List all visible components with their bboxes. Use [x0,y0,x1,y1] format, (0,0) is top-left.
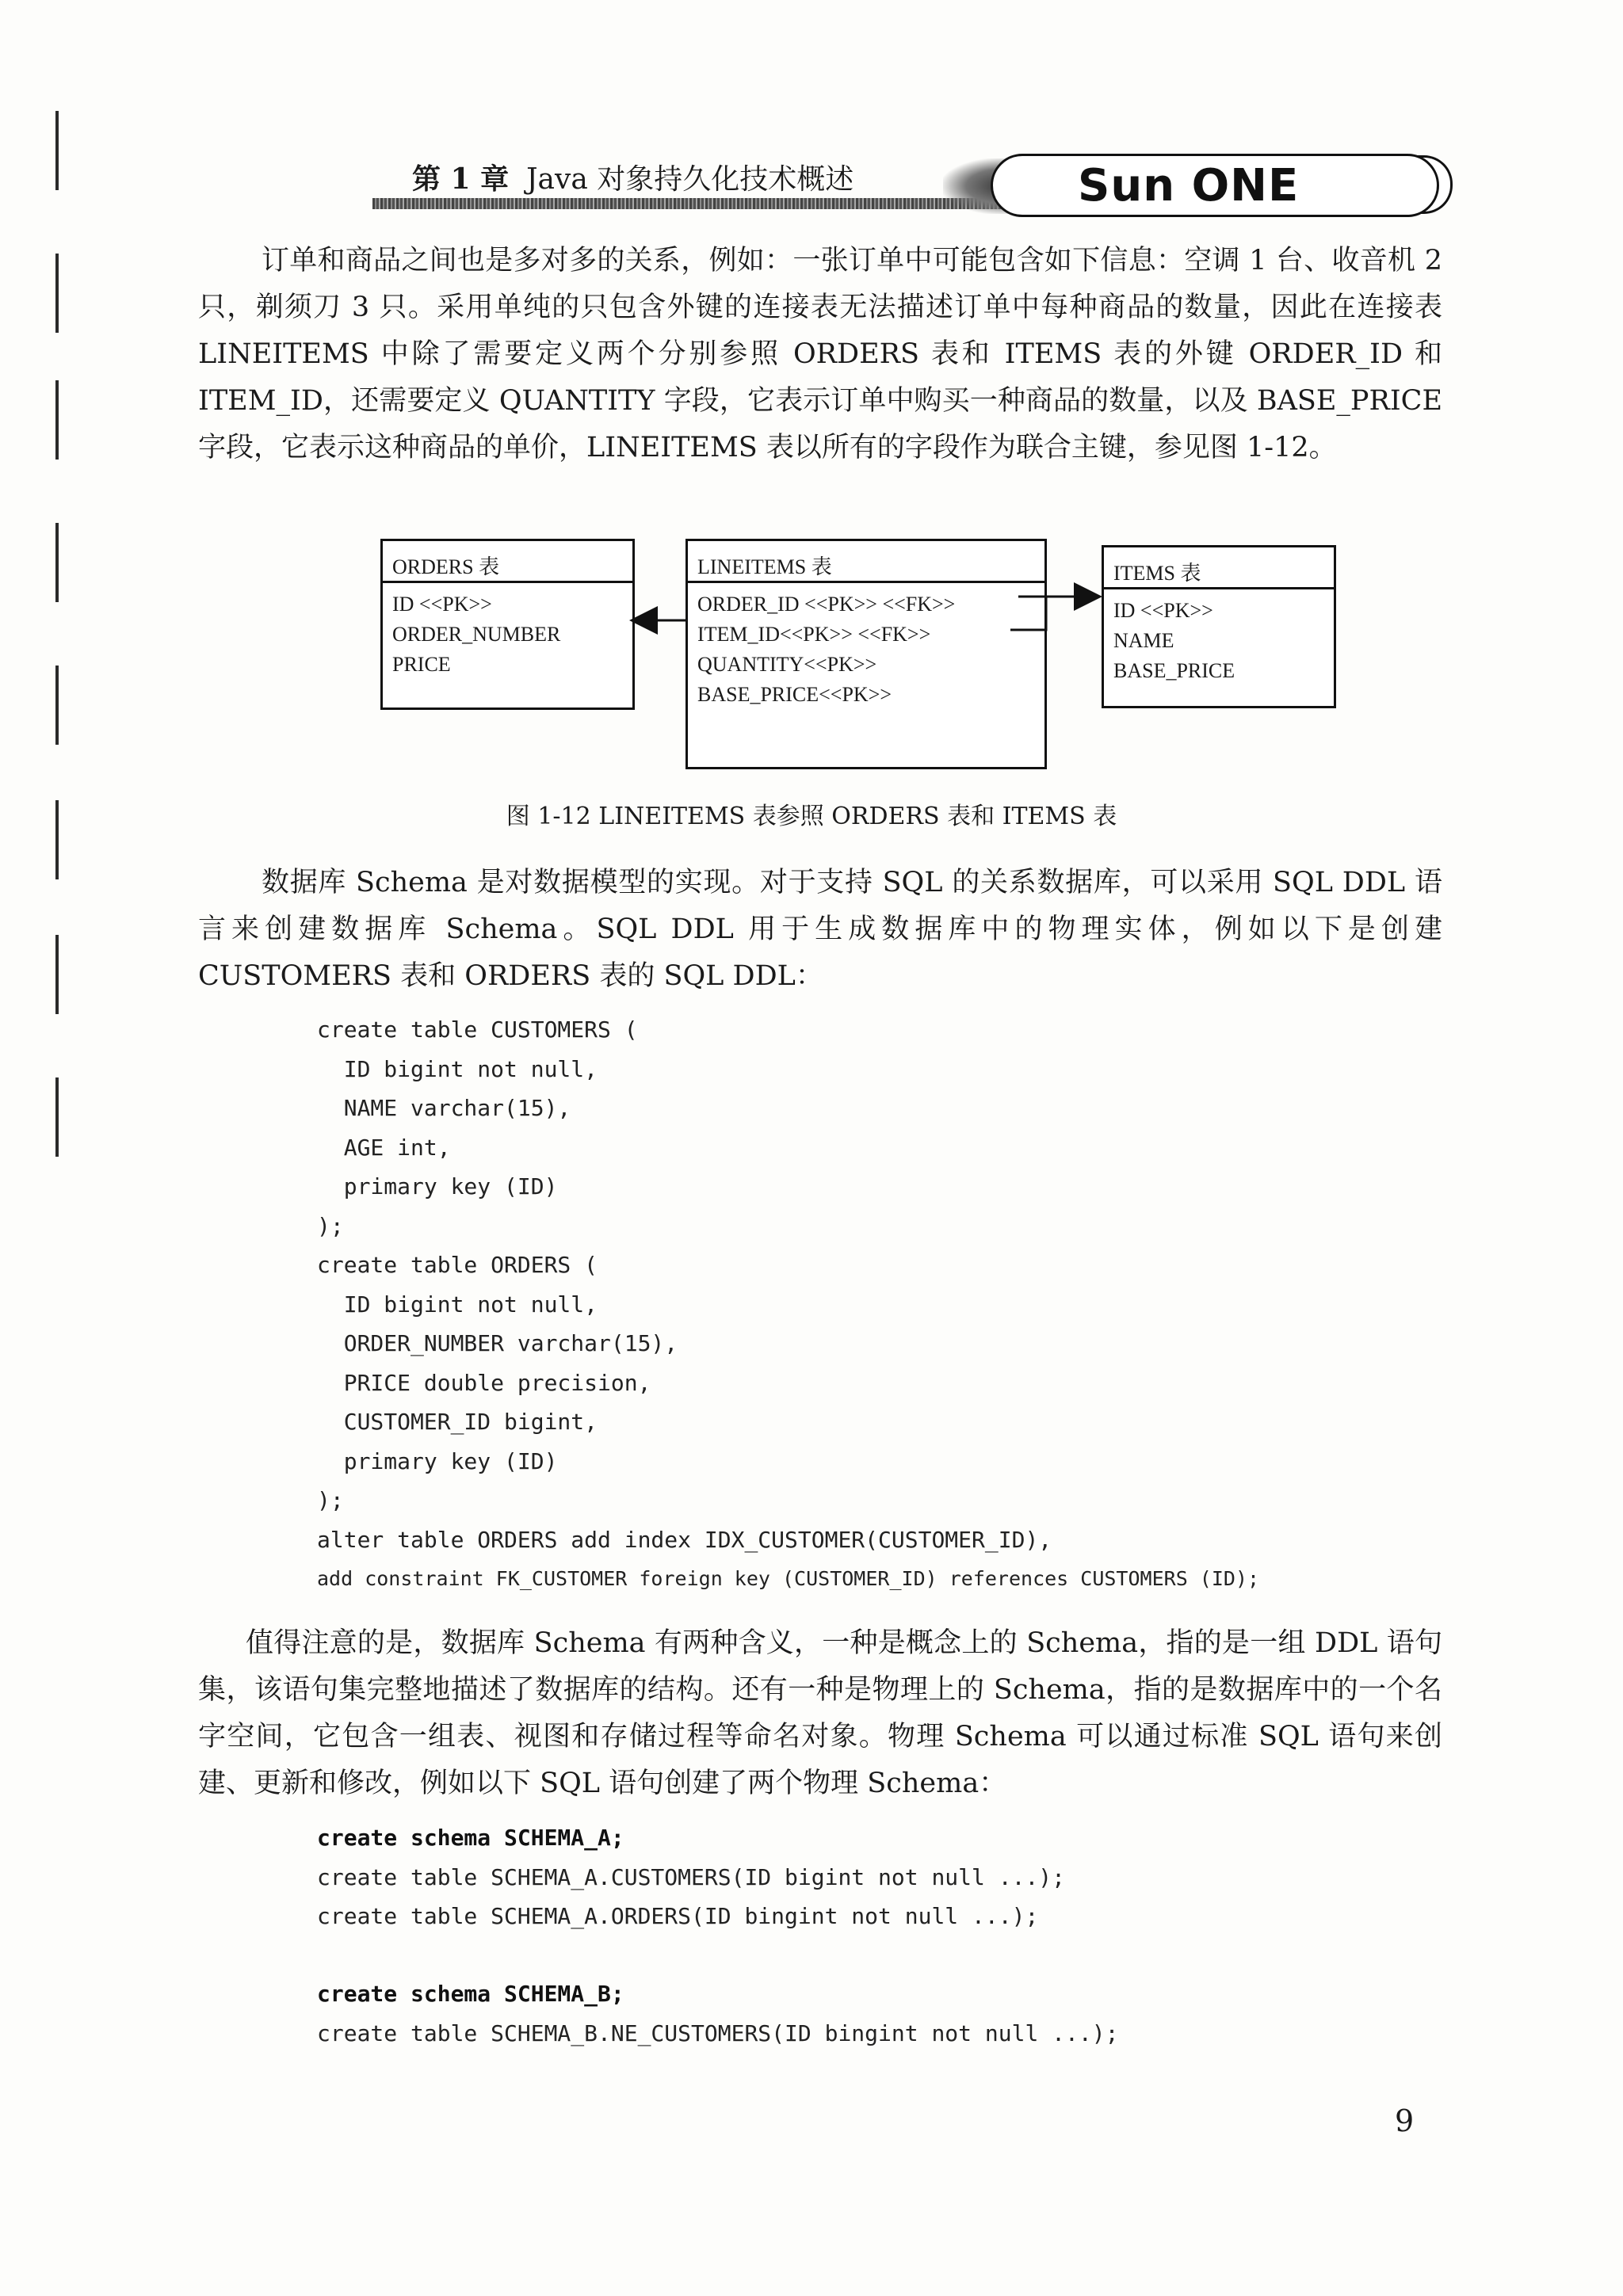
sun-one-logo: Sun ONE [1078,160,1300,212]
code-line: AGE int, [317,1134,451,1161]
margin-mark [55,111,59,190]
lineitems-table-title: LINEITEMS 表 [688,541,1044,583]
code-line: create table SCHEMA_A.ORDERS(ID bingint not null ...); [317,1903,1039,1929]
arrow-itemid-link [1010,597,1046,630]
code-line: create table ORDERS ( [317,1252,598,1278]
chapter-title: Java 对象持久化技术概述 [526,163,854,196]
items-field: NAME [1113,629,1174,652]
chapter-number: 第 1 章 [412,162,510,196]
margin-mark [55,254,59,333]
code-line: create schema SCHEMA_B; [317,1981,624,2007]
paragraph-1: 订单和商品之间也是多对多的关系，例如：一张订单中可能包含如下信息：空调 1 台、收音机 2 只，剃须刀 3 只。采用单纯的只包含外键的连接表无法描述订单中每种商品的数量，因此在连接表 LINEITEMS 中除了需要定义两个分别参照 ORDERS 表和 ITEMS 表的外键 ORDER_ID 和 ITEM_ID，还需要定义 QUANTITY 字段，它表示订单中购买一种商品的数量，以及 BASE_PRICE 字段，它表示这种商品的单价，LINEITEMS 表以所有的字段作为联合主键，参见图 1-12。 [198,245,1442,463]
lineitems-field: BASE_PRICE<<PK>> [697,683,892,706]
code-line: ID bigint not null, [317,1291,598,1318]
margin-mark [55,666,59,745]
page-number: 9 [1395,2103,1415,2138]
orders-field: ID <<PK>> [392,593,492,616]
relation-arrows [380,539,1379,776]
paragraph-3: 值得注意的是，数据库 Schema 有两种含义，一种是概念上的 Schema，指的是一组 DDL 语句集，该语句集完整地描述了数据库的结构。还有一种是物理上的 Schema，指的是数据库中的一个名字空间，它包含一组表、视图和存储过程等命名对象。物理 Schema 可以通过标准 SQL 语句来创建、更新和修改，例如以下 SQL 语句创建了两个物理 Schema： [198,1627,1442,1799]
orders-field: ORDER_NUMBER [392,623,561,646]
margin-mark [55,523,59,602]
code-line: create table SCHEMA_B.NE_CUSTOMERS(ID bingint not null ...); [317,2019,1119,2046]
code-line: ID bigint not null, [317,1055,598,1082]
code-line: primary key (ID) [317,1447,558,1474]
code-line: create table SCHEMA_A.CUSTOMERS(ID bigint not null ...); [317,1863,1066,1890]
code-line: primary key (ID) [317,1173,558,1199]
lineitems-field: ORDER_ID <<PK>> <<FK>> [697,593,956,616]
items-field: BASE_PRICE [1113,659,1235,682]
code-line: PRICE double precision, [317,1369,651,1396]
code-line: add constraint FK_CUSTOMER foreign key (CUSTOMER_ID) references CUSTOMERS (ID); [317,1567,1260,1590]
sql-ddl-code [317,1010,1259,1599]
margin-mark [55,1077,59,1157]
code-line: CUSTOMER_ID bigint, [317,1409,598,1435]
sql-schema-a-code [317,1818,1065,1936]
chapter-header [372,151,1458,222]
orders-table-title: ORDERS 表 [383,541,632,583]
sql-schema-b-code [317,1974,1118,2053]
code-line: NAME varchar(15), [317,1095,571,1121]
items-table-title: ITEMS 表 [1104,547,1334,589]
margin-mark [55,380,59,460]
paragraph-2: 数据库 Schema 是对数据模型的实现。对于支持 SQL 的关系数据库，可以采用 SQL DDL 语言来创建数据库 Schema。SQL DDL 用于生成数据库中的物理实体，例如以下是创建 CUSTOMERS 表和 ORDERS 表的 SQL DDL： [198,867,1442,992]
lineitems-field: ITEM_ID<<PK>> <<FK>> [697,623,931,646]
code-line: ); [317,1212,344,1239]
code-line: create table CUSTOMERS ( [317,1016,638,1043]
code-line: alter table ORDERS add index IDX_CUSTOMER(CUSTOMER_ID), [317,1526,1052,1553]
code-line: ORDER_NUMBER varchar(15), [317,1330,678,1356]
code-line: create schema SCHEMA_A; [317,1825,624,1851]
header-title [412,157,854,197]
table-relation-diagram [380,539,1379,776]
orders-field: PRICE [392,653,451,676]
figure-caption: 图 1-12 LINEITEMS 表参照 ORDERS 表和 ITEMS 表 [506,803,1117,830]
lineitems-field: QUANTITY<<PK>> [697,653,877,676]
code-line: ); [317,1487,344,1513]
items-field: ID <<PK>> [1113,599,1213,622]
margin-mark [55,935,59,1014]
